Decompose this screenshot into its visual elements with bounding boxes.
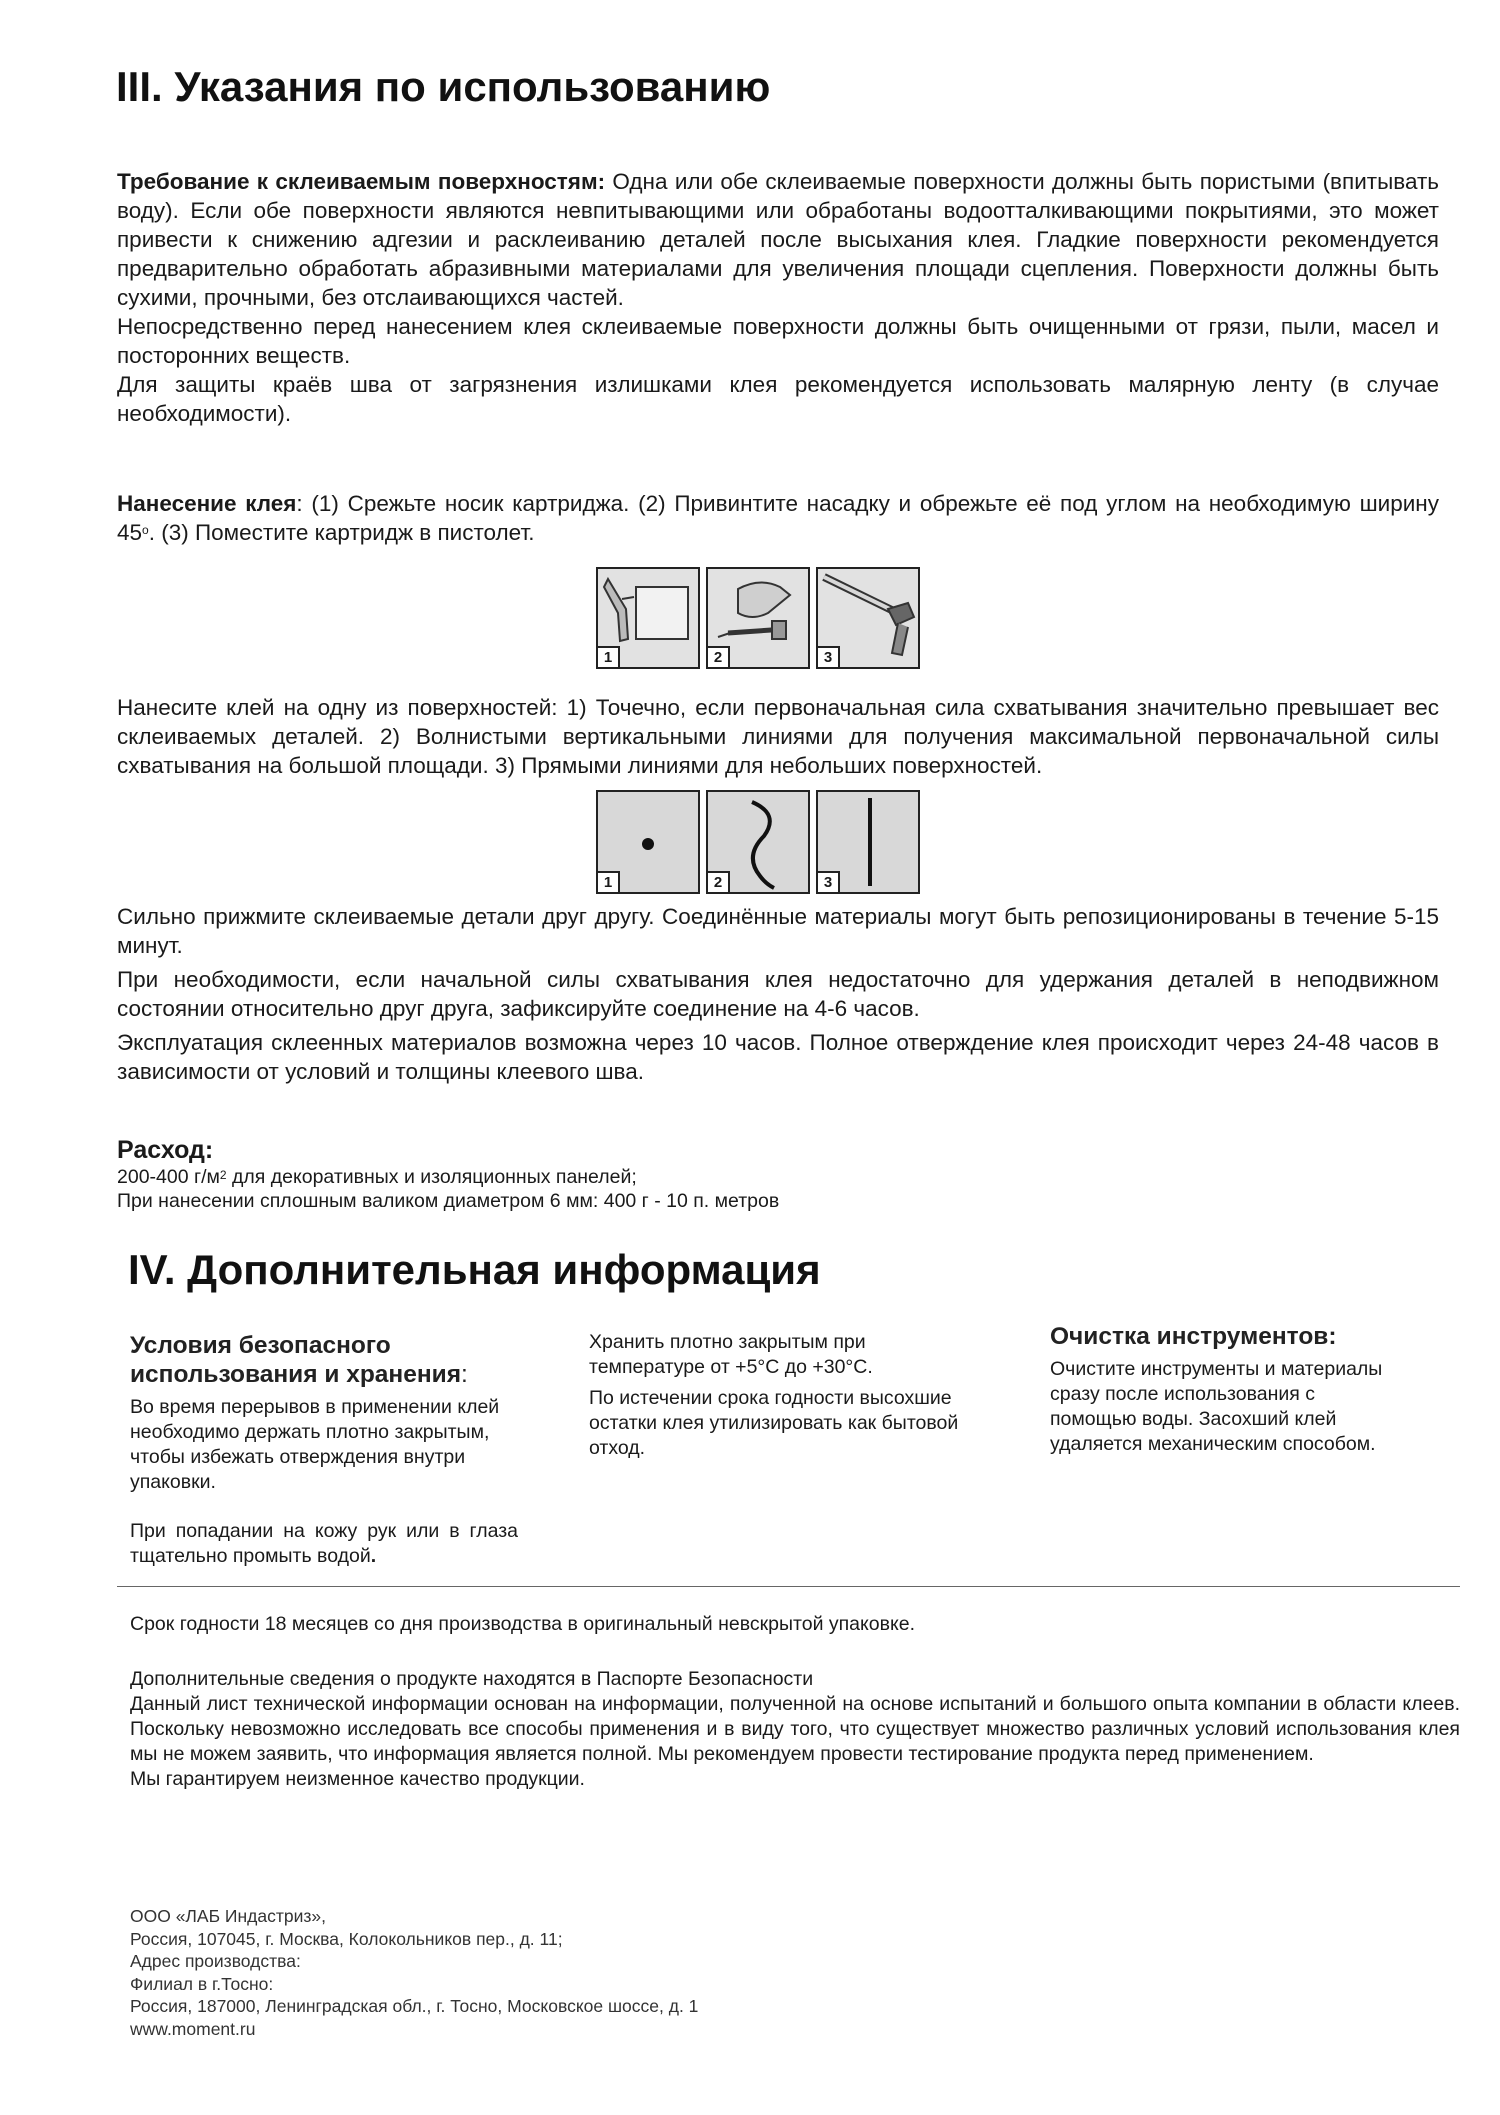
consumption-line-1: 200-400 $г/м^2$ для декоративных и изоляционных панелей; xyxy=(117,1166,637,1188)
application-label: Нанесение клея xyxy=(117,491,297,516)
storage-paragraph-1: Хранить плотно закрытым при температуре от +5°С до +30°С. xyxy=(589,1331,873,1378)
footer-branch-address: Россия, 187000, Ленинградская обл., г. Тосно, Московское шоссе, д. 1 xyxy=(130,1996,699,2016)
additional-info xyxy=(130,1667,1460,1792)
requirements-paragraph xyxy=(117,167,1439,312)
consumption-line-2: При нанесении сплошным валиком диаметром 6 мм: 400 г - 10 п. метров xyxy=(117,1190,780,1212)
storage-column xyxy=(589,1330,979,1467)
application-methods: Нанесите клей на одну из поверхностей: 1) Точечно, если первоначальная сила схватывания значительно превышает вес склеиваемых деталей. 2) Волнистыми вертикальными линиями для получения максимальной первоначальной силы схватывания на большой площади. 3) Прямыми линиями для небольших поверхностей. xyxy=(117,695,1439,778)
info-line: Мы гарантируем неизменное качество продукции. xyxy=(130,1768,585,1790)
pattern-number: 1 xyxy=(598,871,620,892)
footer-production-label: Адрес производства: xyxy=(130,1951,301,1971)
requirements-label: Требование к склеиваемым поверхностям: xyxy=(117,169,606,194)
requirements-text: Одна или обе склеиваемые поверхности должны быть пористыми (впитывать воду). Если обе поверхности являются невпитывающими или обработаны водоотталкивающими покрытиями, это может привести к снижению адгезии и расклеиванию деталей после высыхания клея. Гладкие поверхности рекомендуется предварительно обработать абразивными материалами для увеличения площади сцепления. Поверхности должны быть сухими, прочными, без отслаивающихся частей. xyxy=(117,169,1439,310)
cleaning-column xyxy=(1050,1322,1400,1463)
cartridge-steps-figure xyxy=(596,567,920,669)
cleaning-title: Очистка инструментов: xyxy=(1050,1323,1337,1350)
info-line: Данный лист технической информации основан на информации, полученной на основе испытаний и большого опыта компании в области клеев. Поскольку невозможно исследовать все способы применения и в виду того, что существует множество различных условий использования клея мы не можем заявить, что информация является полной. Мы рекомендуем провести тестирование продукта перед применением. xyxy=(130,1693,1460,1765)
application-paragraph: Нанесение клея: (1) Срежьте носик картриджа. (2) Привинтите насадку и обрежьте её под углом на необходимую ширину $45^о$. (3) Поместите картридж в пистолет. xyxy=(117,491,1439,545)
section-divider xyxy=(117,1586,1460,1587)
application-patterns-figure xyxy=(596,790,920,894)
info-line: Дополнительные сведения о продукте находятся в Паспорте Безопасности xyxy=(130,1668,814,1690)
step-number: 1 xyxy=(598,646,620,667)
pattern-number: 3 xyxy=(818,871,840,892)
safety-paragraph-1: Во время перерывов в применении клей необходимо держать плотно закрытым, чтобы избежать отверждения внутри упаковки. xyxy=(130,1396,500,1493)
exploitation-paragraph: Эксплуатация склеенных материалов возможна через 10 часов. Полное отверждение клея происходит через 24-48 часов в зависимости от условий и толщины клеевого шва. xyxy=(117,1030,1439,1084)
cleaning-before-paragraph: Непосредственно перед нанесением клея склеиваемые поверхности должны быть очищенными от грязи, пыли, масел и посторонних веществ. xyxy=(117,314,1439,368)
step-number: 2 xyxy=(708,646,730,667)
masking-tape-paragraph: Для защиты краёв шва от загрязнения излишками клея рекомендуется использовать малярную ленту (в случае необходимости). xyxy=(117,372,1439,426)
step-gun-panel xyxy=(816,567,920,669)
footer-company: ООО «ЛАБ Индастриз», xyxy=(130,1906,327,1926)
step-attach-nozzle-panel xyxy=(706,567,810,669)
shelf-life: Срок годности 18 месяцев со дня производства в оригинальный невскрытой упаковке. xyxy=(130,1613,915,1635)
cleaning-paragraph: Очистите инструменты и материалы сразу после использования с помощью воды. Засохший клей удаляется механическим способом. xyxy=(1050,1358,1383,1455)
straight-line-pattern-panel xyxy=(816,790,920,894)
safety-title: Условия безопасного использования и хранения: xyxy=(130,1332,468,1388)
footer-branch: Филиал в г.Тосно: xyxy=(130,1973,274,1994)
safety-paragraph-2: При попадании на кожу рук или в глаза тщательно промыть водой. xyxy=(130,1520,518,1567)
safety-column xyxy=(130,1331,518,1575)
company-footer xyxy=(130,1905,698,2040)
section-4-title: IV. Дополнительная информация xyxy=(128,1246,821,1293)
step-number: 3 xyxy=(818,646,840,667)
pressing-instructions xyxy=(117,902,1439,1091)
storage-paragraph-2: По истечении срока годности высохшие остатки клея утилизировать как бытовой отход. xyxy=(589,1387,959,1459)
degree-mark: о xyxy=(142,523,149,537)
wavy-line-pattern-panel xyxy=(706,790,810,894)
pattern-number: 2 xyxy=(708,871,730,892)
fixation-paragraph: При необходимости, если начальной силы схватывания клея недостаточно для удержания деталей в неподвижном состоянии относительно друг друга, зафиксируйте соединение на 4-6 часов. xyxy=(117,967,1439,1021)
surface-requirements xyxy=(117,167,1439,428)
dot-pattern-panel xyxy=(596,790,700,894)
glue-application xyxy=(117,489,1439,547)
section-3-title: III. Указания по использованию xyxy=(116,63,771,110)
press-paragraph: Сильно прижмите склеиваемые детали друг другу. Соединённые материалы могут быть репозиционированы в течение 5-15 минут. xyxy=(117,904,1439,958)
footer-address: Россия, 107045, г. Москва, Колокольников пер., д. 11; xyxy=(130,1928,563,1949)
footer-website: www.moment.ru xyxy=(130,2018,256,2039)
consumption-title: Расход: xyxy=(117,1136,214,1164)
step-cut-nozzle-panel xyxy=(596,567,700,669)
consumption-section xyxy=(117,1135,779,1213)
